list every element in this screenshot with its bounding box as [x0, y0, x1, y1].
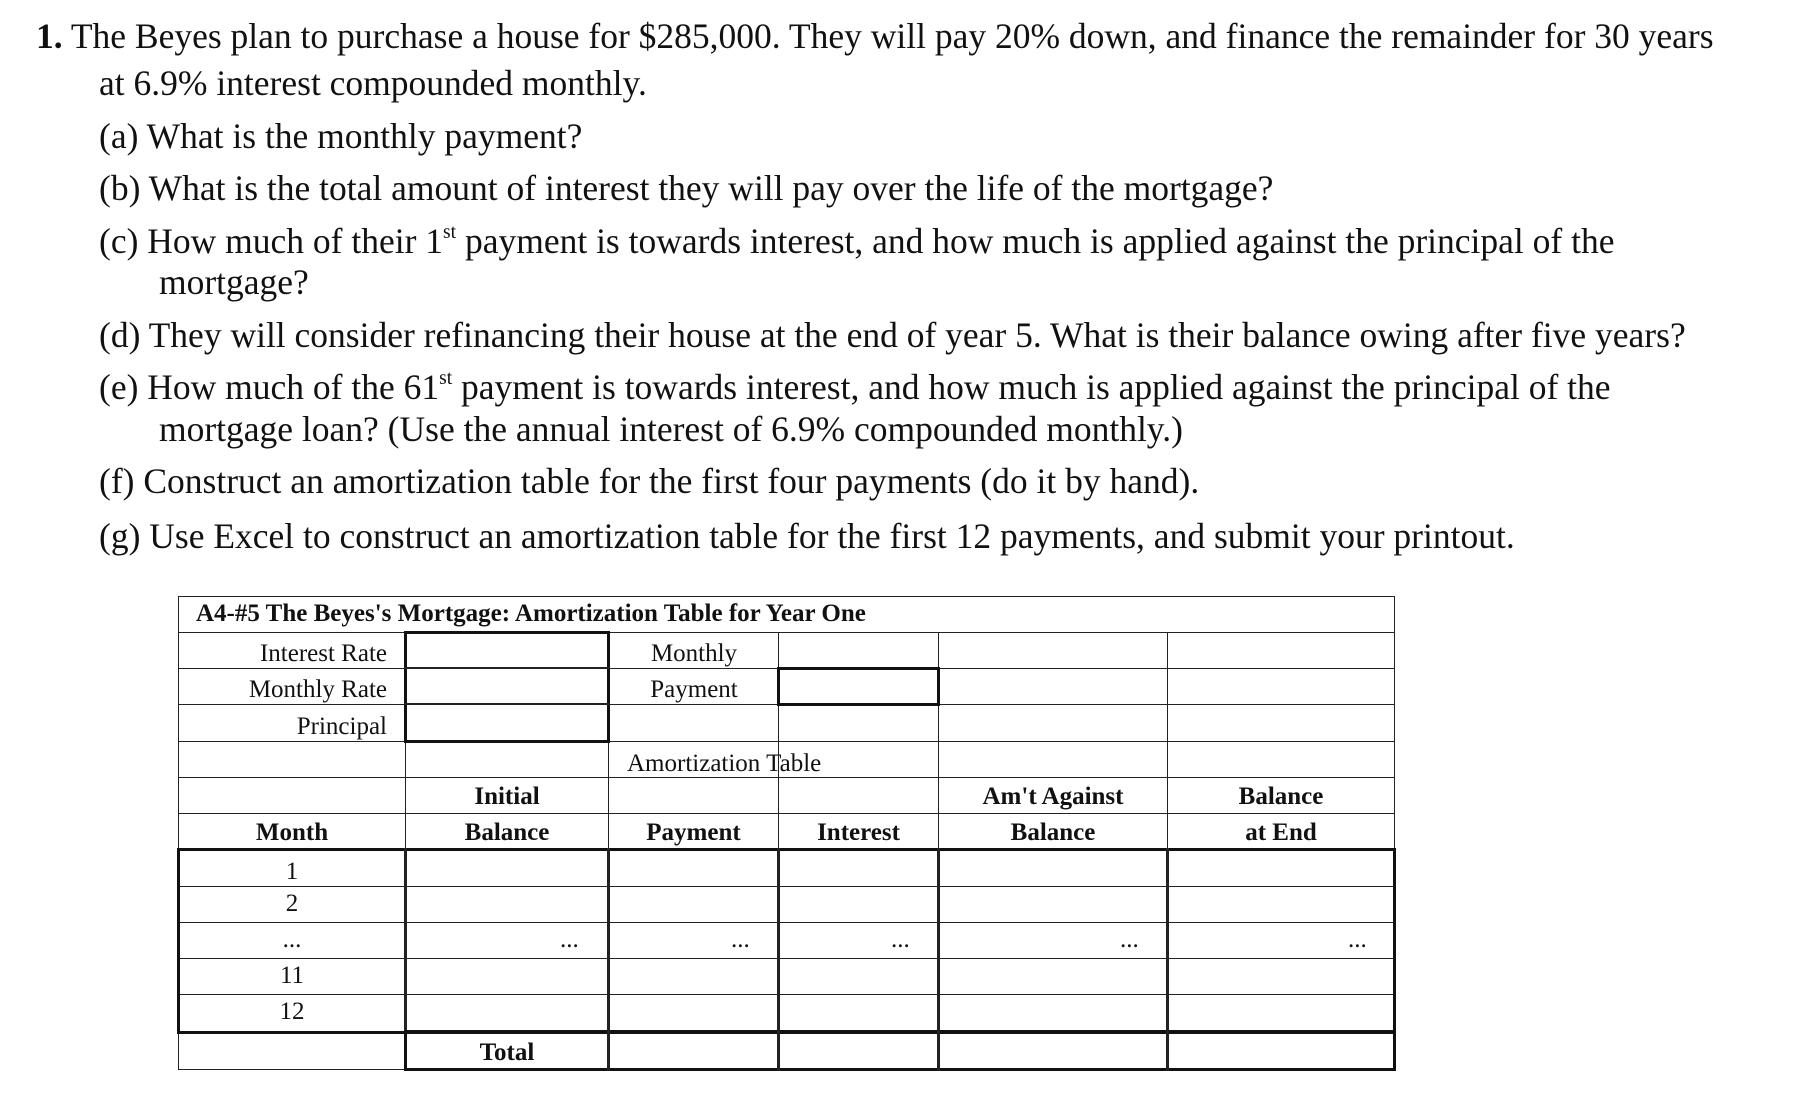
label-monthly: Monthly [650, 640, 738, 667]
total-label: Total [479, 1039, 535, 1066]
header-at-end: at End [1245, 819, 1317, 846]
grid-line [404, 667, 610, 669]
label-payment: Payment [650, 676, 738, 703]
ellipsis-cell: ... [731, 926, 750, 953]
part-d: (d) They will consider refinancing their house at the end of year 5. What is their balance owing after five years? [99, 315, 1686, 355]
sheet-title: A4-#5 The Beyes's Mortgage: Amortization Table for Year One [196, 600, 866, 627]
grid-line [777, 1030, 780, 1071]
part-a: (a) What is the monthly payment? [99, 116, 583, 156]
label-principal: Principal [296, 713, 387, 740]
part-c-sup: st [443, 222, 457, 244]
month-cell: 2 [285, 890, 299, 917]
part-e-pre: (e) How much of the 61 [99, 367, 440, 407]
part-f: (f) Construct an amortization table for the first four payments (do it by hand). [99, 461, 1200, 501]
label-amortization-table: Amortization Table [627, 750, 822, 777]
grid-line [607, 848, 610, 1034]
input-box-monthly-payment[interactable] [777, 667, 940, 706]
ellipsis-cell: ... [1348, 926, 1367, 953]
ellipsis-cell: ... [1120, 926, 1139, 953]
part-e-sup: st [439, 368, 453, 390]
part-c-post: payment is towards interest, and how much is applied against the principal of the [456, 221, 1615, 261]
header-payment: Payment [646, 819, 741, 846]
header-amt-against: Am't Against [982, 783, 1124, 810]
problem-number: 1. [36, 16, 63, 56]
part-c-line2: mortgage? [159, 262, 309, 302]
grid-line [178, 813, 1395, 814]
label-monthly-rate: Monthly Rate [248, 676, 387, 703]
part-c-pre: (c) How much of their 1 [99, 221, 444, 261]
month-cell: ... [282, 926, 302, 953]
month-cell: 1 [285, 858, 299, 885]
month-cell: 11 [279, 962, 305, 989]
grid-line [937, 1030, 940, 1071]
input-box-rates-principal[interactable] [404, 631, 610, 743]
grid-line [1166, 1030, 1169, 1071]
part-e-line2: mortgage loan? (Use the annual interest of 6.9% compounded monthly.) [159, 409, 1183, 449]
grid-line [404, 703, 610, 705]
grid-line [178, 741, 1395, 742]
grid-line [1166, 848, 1169, 1034]
header-interest: Interest [817, 819, 900, 846]
part-g: (g) Use Excel to construct an amortization table for the first 12 payments, and submit your printout. [99, 516, 1515, 556]
ellipsis-cell: ... [891, 926, 910, 953]
header-balance-top: Balance [1238, 783, 1324, 810]
ellipsis-cell: ... [560, 926, 579, 953]
grid-line [777, 848, 780, 1034]
problem-intro-line2: at 6.9% interest compounded monthly. [99, 63, 647, 103]
grid-line [178, 632, 1395, 633]
label-interest-rate: Interest Rate [259, 640, 387, 667]
header-month: Month [255, 819, 329, 846]
month-cell: 12 [279, 998, 305, 1025]
header-initial: Initial [474, 783, 540, 810]
part-e-post: payment is towards interest, and how much is applied against the principal of the [452, 367, 1611, 407]
header-amt-balance: Balance [1010, 819, 1096, 846]
part-b: (b) What is the total amount of interest they will pay over the life of the mortgage? [99, 168, 1274, 208]
header-balance: Balance [464, 819, 550, 846]
problem-intro: The Beyes plan to purchase a house for $285,000. They will pay 20% down, and finance the remainder for 30 years [70, 16, 1714, 56]
grid-line [178, 596, 1395, 597]
grid-line [937, 848, 940, 1034]
